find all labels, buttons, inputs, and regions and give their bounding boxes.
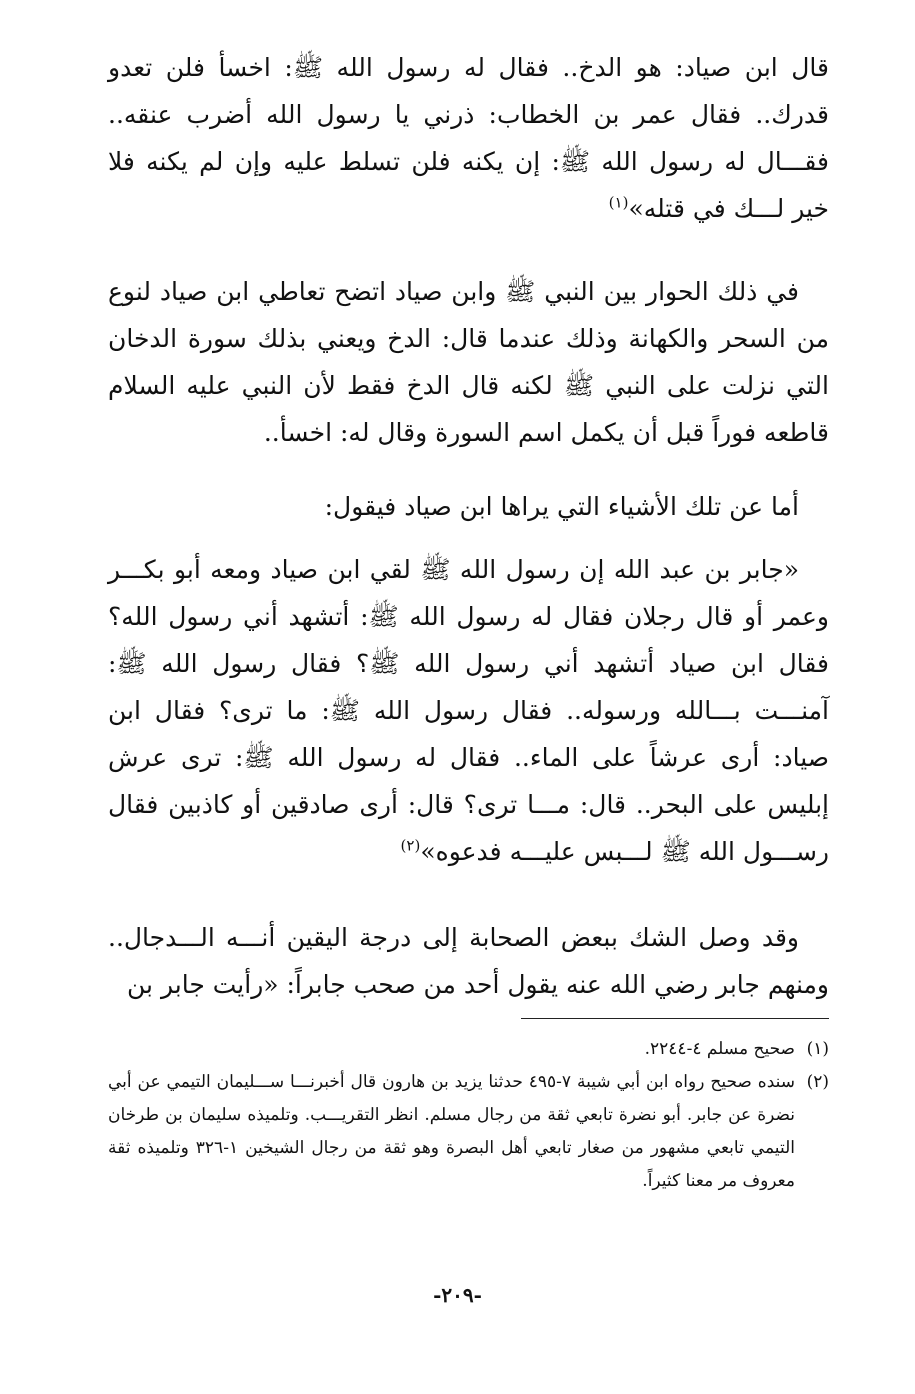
footnote-2-text: سنده صحيح رواه ابن أبي شيبة ٧-٤٩٥ حدثنا يزيد بن هارون قال أخبرنـــا ســـليمان التيمي عن أبي نضرة عن جابر. أبو نضرة تابعي ثقة من رجال مسلم. انظر التقريـــب. وتلميذه سليمان بن طرخان التيمي تابعي مشهور من صغار تابعي أهل البصرة وهو ثقة من رجال الشيخين ١-٣٢٦ وتلميذه ثقة معروف مر معنا كثيراً. [108, 1072, 795, 1191]
paragraph-2-text: في ذلك الحوار بين النبي ﷺ وابن صياد اتضح تعاطي ابن صياد لنوع من السحر والكهانة وذلك عندما قال: الدخ ويعني بذلك سورة الدخان التي نزلت على النبي ﷺ لكنه قال الدخ فقط لأن النبي عليه السلام قاطعه فوراً قبل أن يكمل اسم السورة وقال له: اخسأ.. [108, 277, 829, 447]
paragraph-4-quote [108, 546, 829, 875]
paragraph-4-text: «جابر بن عبد الله إن رسول الله ﷺ لقي ابن صياد ومعه أبو بكـــر وعمر أو قال رجلان فقال له رسول الله ﷺ: أتشهد أني رسول الله؟ فقال ابن صياد أتشهد أني رسول الله ﷺ؟ فقال رسول الله ﷺ: آمنـــت بـــالله ورسوله.. فقال رسول الله ﷺ: ما ترى؟ فقال ابن صياد: أرى عرشاً على الماء.. فقال له رسول الله ﷺ: ترى عرش إبليس على البحر.. قال: مـــا ترى؟ قال: أرى صادقين أو كاذبين فقال رســـول الله ﷺ لـــبس عليـــه فدعوه» [108, 555, 829, 866]
footnote-separator [521, 1018, 829, 1019]
paragraph-1 [108, 44, 829, 232]
footnote-ref-2: (٢) [400, 836, 421, 855]
paragraph-3-text: أما عن تلك الأشياء التي يراها ابن صياد فيقول: [324, 492, 799, 521]
footnote-ref-1: (١) [608, 193, 629, 212]
paragraph-1-text: قال ابن صياد: هو الدخ.. فقال له رسول الله ﷺ: اخسأ فلن تعدو قدرك.. فقال عمر بن الخطاب: ذرني يا رسول الله أضرب عنقه.. فقـــال له رسول الله ﷺ: إن يكنه فلن تسلط عليه وإن لم يكنه فلا خير لـــك في قتله» [108, 53, 829, 223]
paragraph-5-text: وقد وصل الشك ببعض الصحابة إلى درجة اليقين أنـــه الـــدجال.. ومنهم جابر رضي الله عنه يقول أحد من صحب جابراً: «رأيت جابر بن [108, 923, 829, 999]
paragraph-2 [108, 268, 829, 456]
page-number: -٢٠٩- [433, 1283, 482, 1307]
footnote-1 [108, 1033, 829, 1066]
paragraph-5 [108, 914, 829, 1008]
footnote-2-number: (٢) [806, 1072, 829, 1092]
footnotes [108, 1033, 829, 1198]
footnote-1-number: (١) [806, 1039, 829, 1059]
footnote-2 [108, 1066, 829, 1198]
paragraph-3 [108, 483, 829, 530]
footnote-1-text: صحيح مسلم ٤-٢٢٤٤. [644, 1039, 795, 1059]
